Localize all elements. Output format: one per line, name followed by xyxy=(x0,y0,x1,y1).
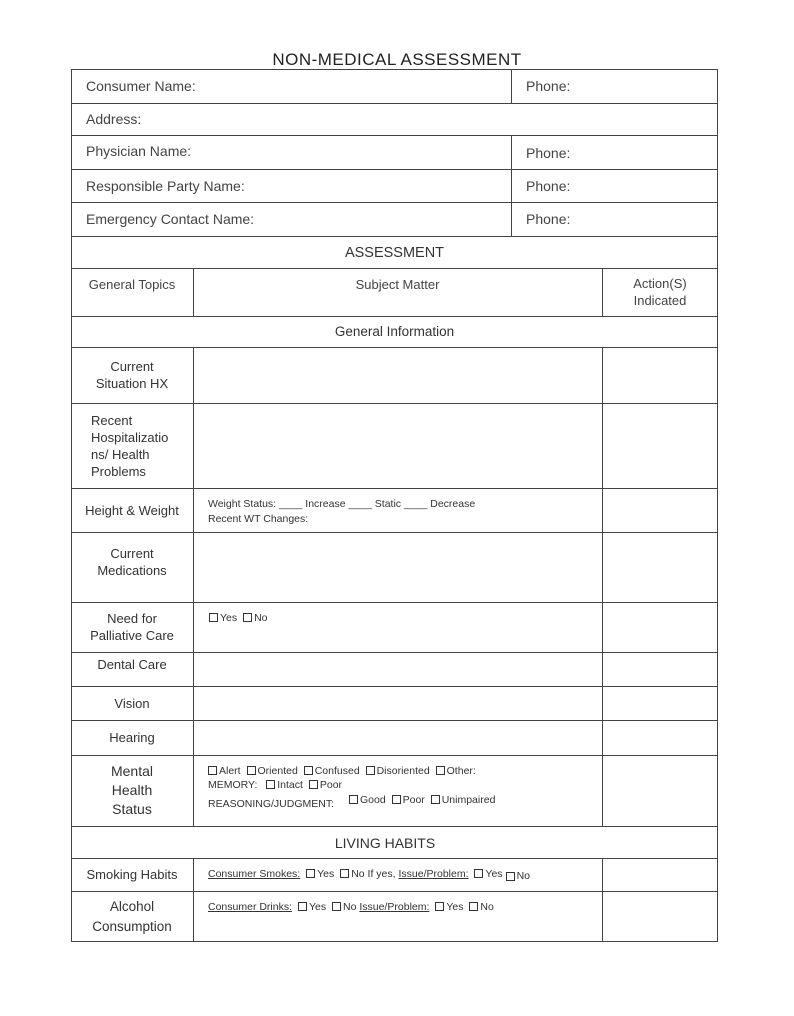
option-no: No xyxy=(516,870,530,882)
divider xyxy=(602,858,603,942)
topic-height-weight: Height & Weight xyxy=(85,502,179,518)
checkbox-yes[interactable] xyxy=(298,902,307,911)
topic-alcohol-consumption xyxy=(71,891,193,942)
option-no-if-yes: No If yes, xyxy=(351,868,396,880)
checkbox-yes[interactable] xyxy=(435,902,444,911)
checkbox-no[interactable] xyxy=(340,869,349,878)
topic-line: Palliative Care xyxy=(90,628,174,643)
topic-line: Current xyxy=(110,359,154,374)
divider xyxy=(511,135,512,236)
topic-line: Mental xyxy=(110,763,154,779)
emergency-contact-label: Emergency Contact Name: xyxy=(86,211,255,227)
reasoning-label: REASONING/JUDGMENT: xyxy=(208,798,335,810)
assessment-heading: ASSESSMENT xyxy=(344,245,445,261)
consumer-name-label: Consumer Name: xyxy=(86,78,196,94)
phone-label: Phone: xyxy=(526,78,571,94)
divider xyxy=(71,236,718,237)
smoking-options xyxy=(208,867,530,881)
topic-line: Hospitalizatio xyxy=(91,429,169,445)
option-alert: Alert xyxy=(219,765,241,777)
topic-vision: Vision xyxy=(114,695,150,711)
issue-problem-label: Issue/Problem: xyxy=(359,901,430,913)
option-yes: Yes xyxy=(485,868,503,880)
checkbox-no[interactable] xyxy=(506,872,515,881)
weight-blank[interactable]: ____ xyxy=(279,498,303,510)
divider xyxy=(71,826,718,827)
checkbox-yes[interactable] xyxy=(209,613,218,622)
option-disoriented: Disoriented xyxy=(376,765,430,777)
checkbox-unimpaired[interactable] xyxy=(431,795,440,804)
checkbox-poor[interactable] xyxy=(309,780,318,789)
address-label: Address: xyxy=(86,111,142,127)
divider xyxy=(71,103,718,104)
option-other: Other: xyxy=(446,765,476,777)
topic-recent-hospitalizations xyxy=(91,403,191,488)
checkbox-other[interactable] xyxy=(436,766,445,775)
option-intact: Intact xyxy=(277,779,303,791)
topic-line: Problems xyxy=(91,463,146,479)
topic-line: Recent xyxy=(91,412,133,428)
divider xyxy=(71,202,718,203)
topic-line: ns/ Health xyxy=(91,446,150,462)
option-confused: Confused xyxy=(314,765,360,777)
checkbox-confused[interactable] xyxy=(304,766,313,775)
topic-line: Alcohol xyxy=(109,898,155,914)
option-poor: Poor xyxy=(319,779,343,791)
checkbox-poor[interactable] xyxy=(392,795,401,804)
option-no: No xyxy=(343,901,357,913)
weight-static: Static xyxy=(374,498,402,510)
living-habits-heading: LIVING HABITS xyxy=(334,835,436,851)
col-header-topics: General Topics xyxy=(88,276,176,292)
topic-dental-care: Dental Care xyxy=(97,656,167,672)
page-title: NON-MEDICAL ASSESSMENT xyxy=(272,50,522,69)
checkbox-no[interactable] xyxy=(469,902,478,911)
topic-line: Current xyxy=(110,546,154,561)
general-info-heading: General Information xyxy=(334,324,455,339)
phone-label: Phone: xyxy=(526,178,571,194)
option-yes: Yes xyxy=(446,901,464,913)
weight-increase: Increase xyxy=(305,498,346,510)
topic-line: Situation HX xyxy=(95,376,169,391)
phone-label: Phone: xyxy=(526,211,571,227)
physician-name-label: Physician Name: xyxy=(86,143,192,159)
reasoning-options xyxy=(346,793,495,807)
col-header-action-line: Indicated xyxy=(633,293,687,308)
option-yes: Yes xyxy=(317,868,335,880)
divider xyxy=(602,347,603,826)
option-no: No xyxy=(480,901,494,913)
weight-status-line xyxy=(208,497,475,511)
checkbox-disoriented[interactable] xyxy=(366,766,375,775)
alcohol-options xyxy=(208,900,494,914)
memory-options xyxy=(208,778,342,792)
consumer-drinks-label: Consumer Drinks: xyxy=(208,901,293,913)
weight-status-label: Weight Status: xyxy=(208,498,277,510)
col-header-action xyxy=(602,268,718,316)
consumer-smokes-label: Consumer Smokes: xyxy=(208,868,301,880)
topic-mental-health xyxy=(71,755,193,826)
option-yes: Yes xyxy=(308,901,327,913)
topic-line: Need for xyxy=(107,611,157,626)
memory-label: MEMORY: xyxy=(208,779,258,791)
topic-line: Health xyxy=(111,782,153,798)
checkbox-good[interactable] xyxy=(349,795,358,804)
topic-current-medications xyxy=(71,532,193,592)
weight-decrease: Decrease xyxy=(430,498,476,510)
checkbox-no[interactable] xyxy=(332,902,341,911)
checkbox-no[interactable] xyxy=(243,613,252,622)
option-no: No xyxy=(254,612,268,624)
checkbox-yes[interactable] xyxy=(474,869,483,878)
col-header-action-line: Action(S) xyxy=(633,276,687,291)
divider xyxy=(71,135,718,136)
topic-current-situation xyxy=(71,347,193,403)
topic-line: Consumption xyxy=(92,918,172,934)
palliative-options xyxy=(206,611,268,625)
checkbox-yes[interactable] xyxy=(306,869,315,878)
responsible-party-label: Responsible Party Name: xyxy=(86,178,245,194)
option-poor: Poor xyxy=(402,794,425,806)
col-header-subject: Subject Matter xyxy=(355,276,440,292)
option-yes: Yes xyxy=(220,612,238,624)
divider xyxy=(511,69,512,103)
mental-status-options xyxy=(205,764,476,778)
checkbox-alert[interactable] xyxy=(208,766,217,775)
divider xyxy=(193,858,194,942)
topic-line: Medications xyxy=(97,563,167,578)
topic-line: Status xyxy=(112,801,152,817)
option-oriented: Oriented xyxy=(257,765,298,777)
checkbox-oriented[interactable] xyxy=(247,766,256,775)
checkbox-intact[interactable] xyxy=(266,780,275,789)
topic-hearing: Hearing xyxy=(109,730,155,745)
topic-palliative-care xyxy=(71,602,193,652)
option-unimpaired: Unimpaired xyxy=(441,794,496,806)
divider xyxy=(71,169,718,170)
recent-wt-changes-label: Recent WT Changes: xyxy=(208,513,309,525)
phone-label: Phone: xyxy=(526,145,571,161)
weight-blank[interactable]: ____ xyxy=(348,498,372,510)
divider xyxy=(193,347,194,826)
issue-problem-label: Issue/Problem: xyxy=(398,868,469,880)
weight-blank[interactable]: ____ xyxy=(403,498,428,510)
option-good: Good xyxy=(360,794,386,806)
topic-smoking-habits: Smoking Habits xyxy=(86,867,178,882)
